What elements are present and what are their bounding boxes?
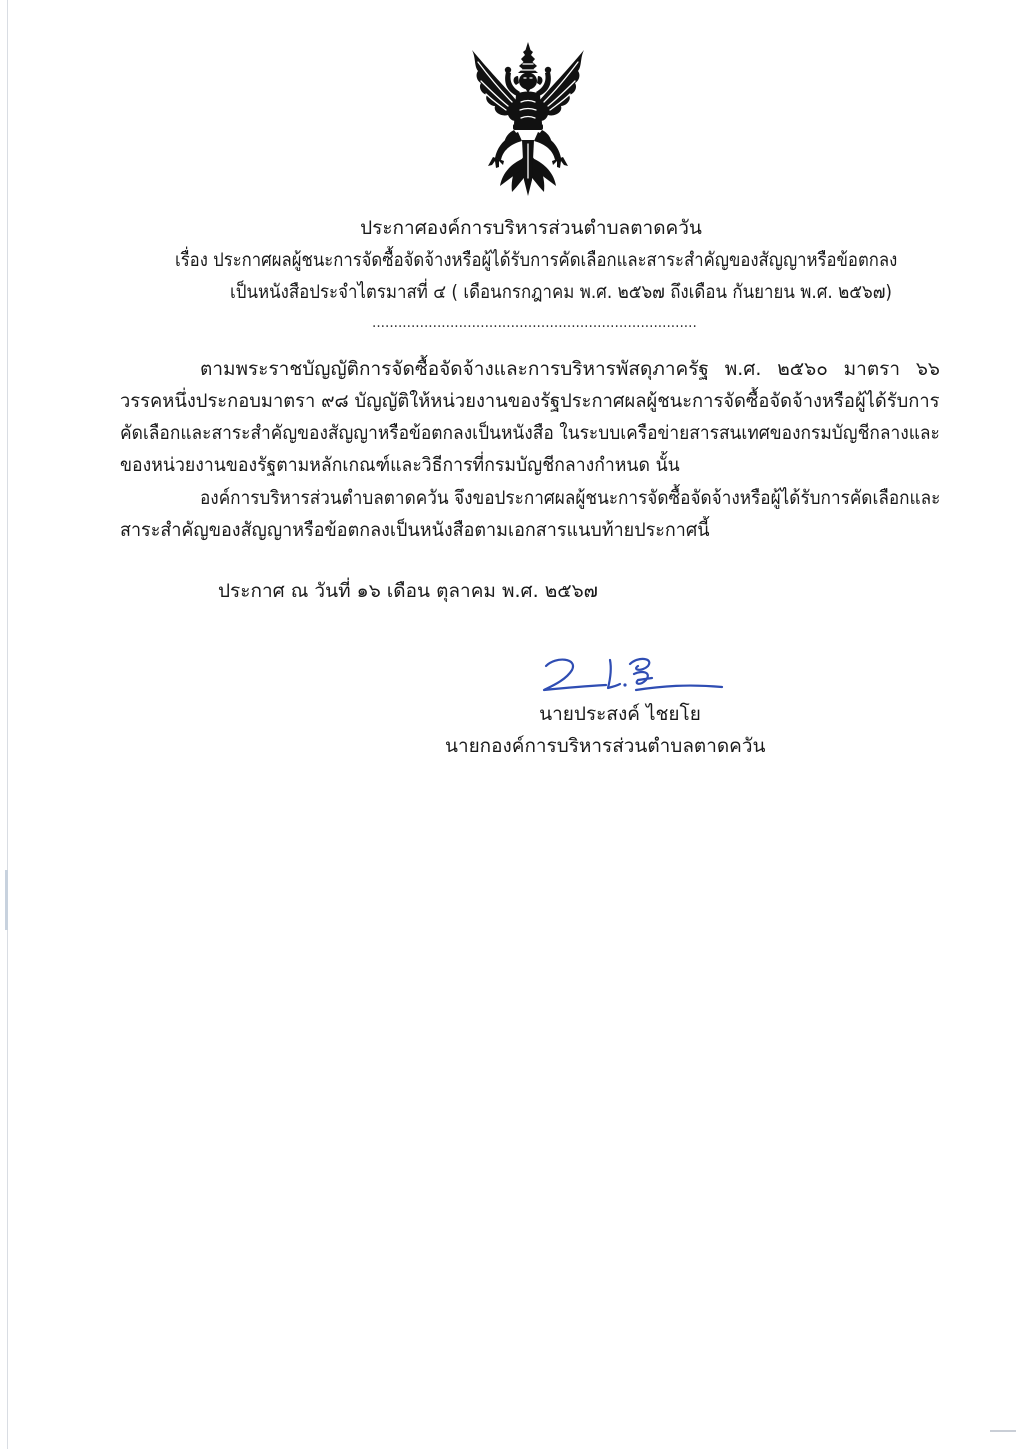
scan-edge-mark	[5, 870, 8, 930]
signer-position: นายกองค์การบริหารส่วนตำบลตาดควัน	[445, 735, 766, 757]
subject-line-2: เป็นหนังสือประจำไตรมาสที่ ๔ ( เดือนกรกฎาคม พ.ศ. ๒๕๖๗ ถึงเดือน กันยายน พ.ศ. ๒๕๖๗)	[230, 281, 892, 303]
signer-name: นายประสงค์ ไชยโย	[539, 703, 701, 725]
paragraph-1-line-1: ตามพระราชบัญญัติการจัดซื้อจัดจ้างและการบริหารพัสดุภาครัฐ พ.ศ. ๒๕๖๐ มาตรา ๖๖	[200, 358, 940, 380]
paragraph-2-line-2: สาระสำคัญของสัญญาหรือข้อตกลงเป็นหนังสือตามเอกสารแนบท้ายประกาศนี้	[120, 519, 710, 541]
subject-line-1: เรื่อง ประกาศผลผู้ชนะการจัดซื้อจัดจ้างหรือผู้ได้รับการคัดเลือกและสาระสำคัญของสัญญาหรือข้อตกลง	[175, 249, 898, 271]
scan-edge-line	[7, 0, 8, 1449]
paragraph-2-line-1: องค์การบริหารส่วนตำบลตาดควัน จึงขอประกาศผลผู้ชนะการจัดซื้อจัดจ้างหรือผู้ได้รับการคัดเลือกและ	[200, 487, 941, 509]
garuda-emblem	[466, 40, 590, 198]
document-title: ประกาศองค์การบริหารส่วนตำบลตาดควัน	[360, 217, 702, 239]
paragraph-1-line-4: ของหน่วยงานของรัฐตามหลักเกณฑ์และวิธีการที่กรมบัญชีกลางกำหนด นั้น	[120, 454, 680, 476]
separator-dots: ...........................................................................	[372, 315, 697, 331]
paragraph-1-line-3: คัดเลือกและสาระสำคัญของสัญญาหรือข้อตกลงเป็นหนังสือ ในระบบเครือข่ายสารสนเทศของกรมบัญชีกลางและ	[120, 422, 940, 444]
paragraph-1-line-2: วรรคหนึ่งประกอบมาตรา ๙๘ บัญญัติให้หน่วยงานของรัฐประกาศผลผู้ชนะการจัดซื้อจัดจ้างหรือผู้ได้รับการ	[120, 390, 940, 412]
announcement-date: ประกาศ ณ วันที่ ๑๖ เดือน ตุลาคม พ.ศ. ๒๕๖๗	[218, 580, 598, 602]
handwritten-signature	[536, 650, 728, 700]
scan-corner-mark	[990, 1430, 1016, 1432]
